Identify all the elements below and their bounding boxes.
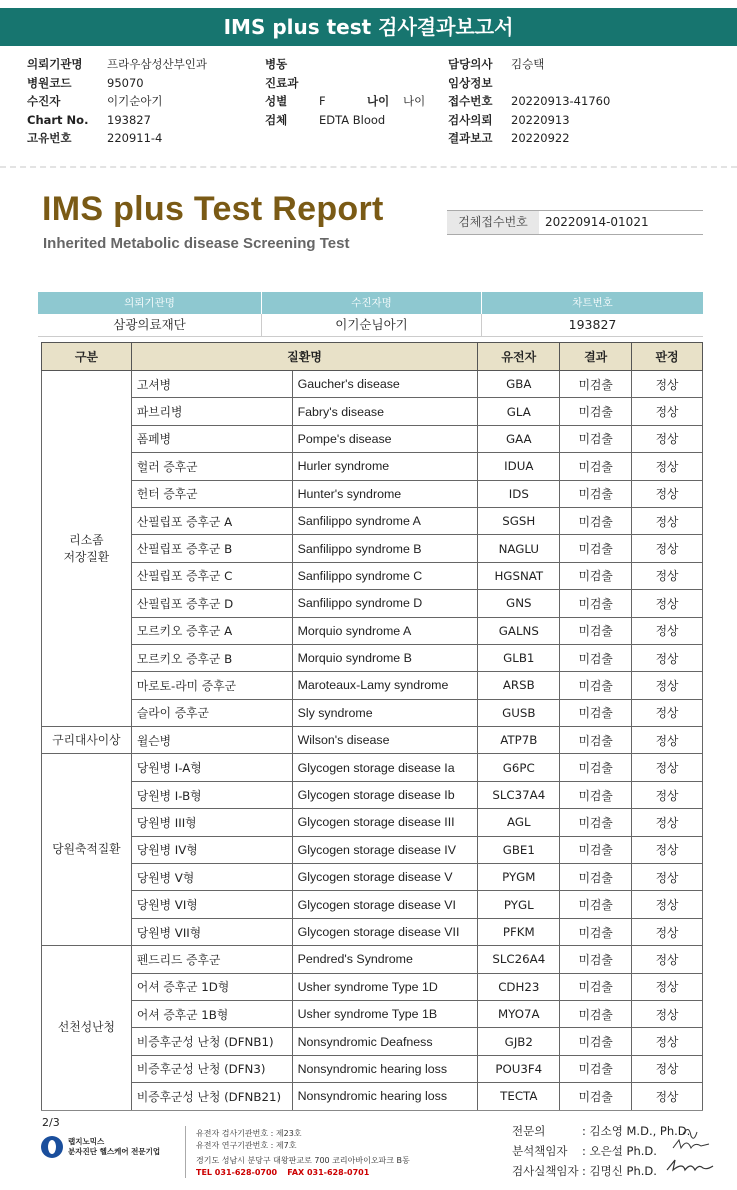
address: 경기도 성남시 분당구 대왕판교로 700 코리아바이오파크 B동: [196, 1156, 410, 1165]
table-row: [42, 891, 703, 918]
gene: IDS: [478, 480, 560, 507]
signatures: [512, 1121, 690, 1181]
info-label: 담당의사: [448, 57, 493, 71]
result: 미검출: [560, 507, 632, 534]
info-value: 220911-4: [107, 131, 163, 145]
receipt-box: [447, 210, 703, 235]
signer-role: 분석책임자: [512, 1144, 568, 1158]
judgement: 정상: [632, 809, 703, 836]
table-row: [42, 644, 703, 671]
disease-english: Nonsyndromic hearing loss: [292, 1055, 478, 1082]
disease-english: Glycogen storage disease IV: [292, 836, 478, 863]
table-row: [42, 727, 703, 754]
license-line-1: 유전자 검사기관번호 : 제23호: [196, 1129, 302, 1138]
gene: GUSB: [478, 699, 560, 726]
disease-korean: 윌슨병: [131, 727, 292, 754]
table-row: [42, 864, 703, 891]
info-value: 20220922: [511, 131, 570, 145]
disease-korean: 산필립포 증후군 B: [131, 535, 292, 562]
disease-korean: 산필립포 증후군 A: [131, 507, 292, 534]
judgement: 정상: [632, 644, 703, 671]
disease-korean: 마로토-라미 증후군: [131, 672, 292, 699]
info-label: 진료과: [265, 75, 299, 90]
gene: MYO7A: [478, 1000, 560, 1027]
disease-english: Wilson's disease: [292, 727, 478, 754]
gene: AGL: [478, 809, 560, 836]
patient-table: [38, 292, 703, 337]
signature-2: [673, 1140, 709, 1148]
disease-english: Nonsyndromic Deafness: [292, 1028, 478, 1055]
gene: GAA: [478, 425, 560, 452]
info-value: 20220913: [511, 112, 570, 127]
disease-english: Pendred's Syndrome: [292, 946, 478, 973]
judgement: 정상: [632, 781, 703, 808]
table-row: [42, 973, 703, 1000]
result: 미검출: [560, 1055, 632, 1082]
category-cell: 구리대사이상: [42, 727, 132, 754]
disease-korean: 헌터 증후군: [131, 480, 292, 507]
disease-english: Glycogen storage disease VI: [292, 891, 478, 918]
judgement: 정상: [632, 480, 703, 507]
report-header-title: IMS plus test 검사결과보고서: [223, 15, 514, 39]
table-row: [42, 699, 703, 726]
judgement: 정상: [632, 1083, 703, 1110]
gene: PYGM: [478, 864, 560, 891]
table-row: [42, 1000, 703, 1027]
patient-table-header: [38, 292, 703, 314]
footer-divider: [41, 1110, 703, 1111]
receipt-value: 20220914-01021: [545, 215, 649, 229]
disease-korean: 파브리병: [131, 398, 292, 425]
disease-korean: 어셔 증후군 1D형: [131, 973, 292, 1000]
signer-name: : 김소영 M.D., Ph.D.: [582, 1124, 691, 1138]
table-row: [42, 480, 703, 507]
result: 미검출: [560, 727, 632, 754]
result: 미검출: [560, 864, 632, 891]
result: 미검출: [560, 453, 632, 480]
info-column-1: [27, 55, 207, 148]
judgement: 정상: [632, 672, 703, 699]
gene: GLA: [478, 398, 560, 425]
license-info: [196, 1128, 410, 1179]
info-label: 병원코드: [27, 75, 72, 90]
page-number: 2/3: [42, 1116, 60, 1129]
disease-korean: 헐러 증후군: [131, 453, 292, 480]
disease-korean: 펜드리드 증후군: [131, 946, 292, 973]
header-disease: 질환명: [131, 343, 478, 371]
signer-role: 전문의: [512, 1124, 546, 1138]
disease-korean: 당원병 VI형: [131, 891, 292, 918]
result: 미검출: [560, 425, 632, 452]
table-row: [42, 371, 703, 398]
gene: PFKM: [478, 918, 560, 945]
signer-name: : 오은설 Ph.D.: [582, 1144, 657, 1158]
table-row: [42, 781, 703, 808]
logo-name: 랩지노믹스: [68, 1137, 105, 1146]
disease-korean: 산필립포 증후군 D: [131, 590, 292, 617]
result: 미검출: [560, 562, 632, 589]
disease-english: Usher syndrome Type 1D: [292, 973, 478, 1000]
result: 미검출: [560, 946, 632, 973]
info-value: 프라우삼성산부인과: [107, 57, 207, 71]
footer-vertical-divider: [185, 1126, 186, 1178]
info-value: 20220913-41760: [511, 94, 611, 108]
disease-korean: 폼페병: [131, 425, 292, 452]
patient-table-row: [38, 314, 703, 337]
judgement: 정상: [632, 507, 703, 534]
age-value: 나이: [403, 94, 426, 108]
judgement: 정상: [632, 453, 703, 480]
result: 미검출: [560, 891, 632, 918]
info-label: 병동: [265, 57, 288, 71]
disease-english: Usher syndrome Type 1B: [292, 1000, 478, 1027]
table-row: [42, 1055, 703, 1082]
result: 미검출: [560, 1083, 632, 1110]
patient-header-cell: 차트번호: [572, 297, 613, 309]
disease-english: Morquio syndrome B: [292, 644, 478, 671]
table-row: [42, 672, 703, 699]
disease-korean: 어셔 증후군 1B형: [131, 1000, 292, 1027]
logo-mark-icon: [41, 1136, 63, 1158]
judgement: 정상: [632, 562, 703, 589]
header-result: 결과: [560, 343, 632, 371]
result: 미검출: [560, 617, 632, 644]
table-row: [42, 453, 703, 480]
gene: ATP7B: [478, 727, 560, 754]
gene: IDUA: [478, 453, 560, 480]
judgement: 정상: [632, 425, 703, 452]
table-row: [42, 617, 703, 644]
info-label: 수진자: [27, 94, 61, 108]
table-row: [42, 754, 703, 781]
disease-korean: 당원병 I-A형: [131, 754, 292, 781]
info-label: 고유번호: [27, 131, 72, 145]
result: 미검출: [560, 781, 632, 808]
header-judgement: 판정: [632, 343, 703, 371]
disease-english: Pompe's disease: [292, 425, 478, 452]
disease-english: Sanfilippo syndrome C: [292, 562, 478, 589]
disease-english: Glycogen storage disease III: [292, 809, 478, 836]
disease-korean: 모르키오 증후군 B: [131, 644, 292, 671]
header-gene: 유전자: [478, 343, 560, 371]
judgement: 정상: [632, 1000, 703, 1027]
disease-korean: 당원병 IV형: [131, 836, 292, 863]
result: 미검출: [560, 809, 632, 836]
judgement: 정상: [632, 754, 703, 781]
info-column-2: [265, 55, 425, 129]
info-label: 성별: [265, 94, 288, 108]
disease-english: Glycogen storage disease V: [292, 864, 478, 891]
table-row: [42, 1028, 703, 1055]
table-row: [42, 535, 703, 562]
disease-korean: 고셔병: [131, 371, 292, 398]
info-label: 검사의뢰: [448, 112, 493, 127]
info-column-3: [448, 55, 610, 148]
report-title: IMS plus Test Report: [42, 190, 384, 228]
disease-korean: 모르키오 증후군 A: [131, 617, 292, 644]
result: 미검출: [560, 535, 632, 562]
gene: GBA: [478, 371, 560, 398]
disease-korean: 비증후군성 난청 (DFNB1): [131, 1028, 292, 1055]
gene: CDH23: [478, 973, 560, 1000]
info-value: 이기순아기: [107, 94, 163, 108]
disease-english: Sanfilippo syndrome D: [292, 590, 478, 617]
disease-english: Sanfilippo syndrome B: [292, 535, 478, 562]
judgement: 정상: [632, 918, 703, 945]
judgement: 정상: [632, 535, 703, 562]
table-row: [42, 507, 703, 534]
info-value: EDTA Blood: [319, 112, 386, 127]
info-label: 접수번호: [448, 94, 493, 108]
info-value: F: [319, 94, 326, 108]
result: 미검출: [560, 918, 632, 945]
patient-cell: 193827: [568, 317, 617, 332]
signer-role: 검사실책임자: [512, 1164, 579, 1178]
table-row: [42, 1083, 703, 1110]
disease-english: Glycogen storage disease Ia: [292, 754, 478, 781]
result: 미검출: [560, 398, 632, 425]
receipt-label: 검체접수번호: [447, 211, 539, 234]
signature-3: [667, 1160, 713, 1170]
judgement: 정상: [632, 864, 703, 891]
table-row: [42, 562, 703, 589]
info-label: 임상정보: [448, 75, 493, 90]
disease-korean: 당원병 VII형: [131, 918, 292, 945]
result: 미검출: [560, 644, 632, 671]
gene: GBE1: [478, 836, 560, 863]
patient-header-cell: 의뢰기관명: [38, 292, 262, 314]
disease-korean: 비증후군성 난청 (DFNB21): [131, 1083, 292, 1110]
patient-header-cell: 수진자명: [262, 292, 482, 314]
table-row: [42, 809, 703, 836]
table-row: [42, 398, 703, 425]
judgement: 정상: [632, 1028, 703, 1055]
age-label: 나이: [367, 94, 390, 108]
gene: HGSNAT: [478, 562, 560, 589]
disease-english: Hurler syndrome: [292, 453, 478, 480]
phone: TEL 031-628-0700: [196, 1168, 278, 1177]
signature-1: [683, 1129, 697, 1138]
category-cell: 선천성난청: [42, 946, 132, 1110]
gene: G6PC: [478, 754, 560, 781]
judgement: 정상: [632, 891, 703, 918]
patient-cell: 이기순님아기: [262, 314, 482, 336]
table-row: [42, 918, 703, 945]
gene: ARSB: [478, 672, 560, 699]
table-row: [42, 590, 703, 617]
disease-korean: 슬라이 증후군: [131, 699, 292, 726]
judgement: 정상: [632, 1055, 703, 1082]
disease-english: Gaucher's disease: [292, 371, 478, 398]
gene: GNS: [478, 590, 560, 617]
disease-english: Nonsyndromic hearing loss: [292, 1083, 478, 1110]
info-value: 95070: [107, 75, 144, 90]
disease-english: Morquio syndrome A: [292, 617, 478, 644]
info-label: 의뢰기관명: [27, 57, 83, 71]
judgement: 정상: [632, 398, 703, 425]
table-row: [42, 425, 703, 452]
info-label: 결과보고: [448, 131, 493, 145]
disease-korean: 산필립포 증후군 C: [131, 562, 292, 589]
gene: GLB1: [478, 644, 560, 671]
result: 미검출: [560, 973, 632, 1000]
result: 미검출: [560, 836, 632, 863]
gene: POU3F4: [478, 1055, 560, 1082]
gene: NAGLU: [478, 535, 560, 562]
info-value: 김승택: [511, 57, 545, 71]
disease-english: Glycogen storage disease Ib: [292, 781, 478, 808]
gene: GALNS: [478, 617, 560, 644]
results-header-row: [42, 343, 703, 371]
judgement: 정상: [632, 617, 703, 644]
result: 미검출: [560, 754, 632, 781]
category-cell: 당원축적질환: [42, 754, 132, 946]
disease-korean: 비증후군성 난청 (DFN3): [131, 1055, 292, 1082]
judgement: 정상: [632, 371, 703, 398]
disease-english: Sanfilippo syndrome A: [292, 507, 478, 534]
gene: GJB2: [478, 1028, 560, 1055]
company-logo: [41, 1136, 160, 1158]
result: 미검출: [560, 480, 632, 507]
disease-korean: 당원병 III형: [131, 809, 292, 836]
judgement: 정상: [632, 590, 703, 617]
results-body: [42, 371, 703, 1111]
result: 미검출: [560, 1000, 632, 1027]
disease-english: Sly syndrome: [292, 699, 478, 726]
gene: SGSH: [478, 507, 560, 534]
disease-english: Maroteaux-Lamy syndrome: [292, 672, 478, 699]
info-label: 검체: [265, 112, 288, 127]
gene: SLC37A4: [478, 781, 560, 808]
logo-tagline: 분자진단 헬스케어 전문기업: [68, 1147, 161, 1156]
disease-english: Fabry's disease: [292, 398, 478, 425]
gene: TECTA: [478, 1083, 560, 1110]
gene: PYGL: [478, 891, 560, 918]
results-table: [41, 342, 703, 1111]
judgement: 정상: [632, 699, 703, 726]
info-value: 193827: [107, 112, 151, 127]
result: 미검출: [560, 699, 632, 726]
result: 미검출: [560, 590, 632, 617]
judgement: 정상: [632, 973, 703, 1000]
gene: SLC26A4: [478, 946, 560, 973]
result: 미검출: [560, 1028, 632, 1055]
license-line-2: 유전자 연구기관번호 : 제7호: [196, 1141, 297, 1150]
handwritten-signatures: [665, 1120, 725, 1182]
result: 미검출: [560, 672, 632, 699]
table-row: [42, 946, 703, 973]
disease-korean: 당원병 I-B형: [131, 781, 292, 808]
disease-english: Hunter's syndrome: [292, 480, 478, 507]
fax: FAX 031-628-0701: [287, 1168, 370, 1177]
header-category: 구분: [42, 343, 132, 371]
judgement: 정상: [632, 727, 703, 754]
disease-korean: 당원병 V형: [131, 864, 292, 891]
category-cell: 리소좀 저장질환: [42, 371, 132, 727]
judgement: 정상: [632, 836, 703, 863]
table-row: [42, 836, 703, 863]
info-label: Chart No.: [27, 112, 89, 127]
patient-cell: 삼광의료재단: [38, 314, 262, 336]
section-divider: [0, 166, 737, 168]
result: 미검출: [560, 371, 632, 398]
report-header-bar: [0, 8, 737, 46]
signer-name: : 김명신 Ph.D.: [582, 1164, 657, 1178]
report-subtitle: Inherited Metabolic disease Screening Test: [43, 235, 350, 252]
disease-english: Glycogen storage disease VII: [292, 918, 478, 945]
judgement: 정상: [632, 946, 703, 973]
